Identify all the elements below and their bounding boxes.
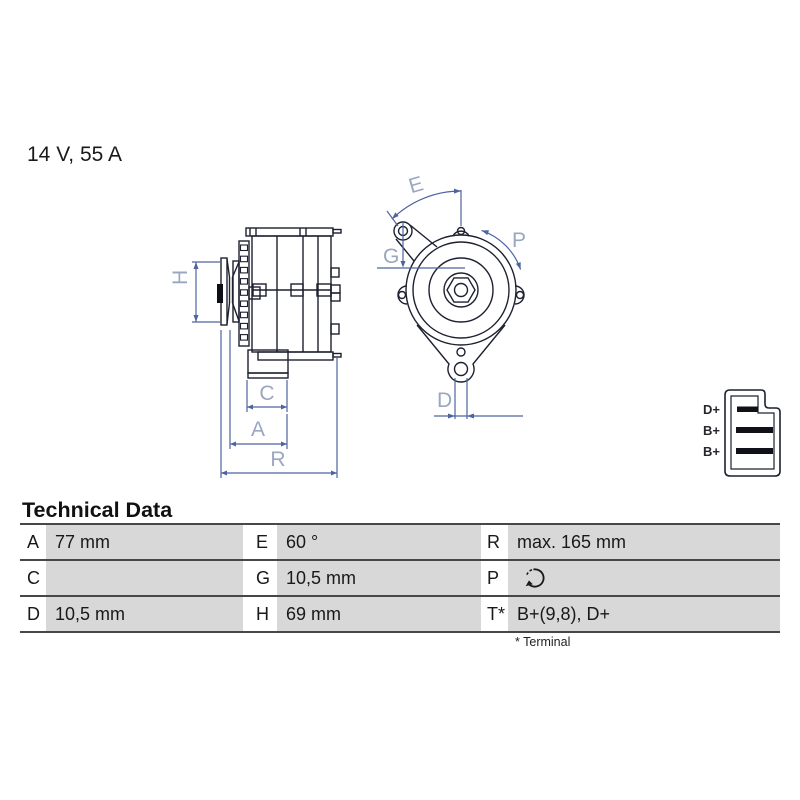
dim-label-d: D [437, 389, 453, 412]
table-row [20, 525, 780, 561]
dim-value-cell: 77 mm [46, 525, 243, 559]
dim-label-h: H [169, 269, 192, 285]
technical-data-table [20, 523, 780, 633]
terminal-footnote: * Terminal [515, 635, 571, 649]
dim-value-cell: max. 165 mm [508, 525, 780, 559]
dim-key-cell: G [243, 561, 277, 595]
voltage-current-rating: 14 V, 55 A [27, 143, 122, 166]
pin-label-dplus: D+ [703, 402, 720, 417]
dim-label-p: P [512, 229, 527, 252]
pin-label-bplus-2: B+ [703, 444, 720, 459]
dim-label-e: E [406, 172, 427, 199]
dim-key-cell: A [20, 525, 46, 559]
dim-label-c: C [259, 382, 275, 405]
dim-value-cell: 10,5 mm [46, 597, 243, 631]
dim-value-cell: 10,5 mm [277, 561, 481, 595]
table-row [20, 561, 780, 597]
shaft-nut [447, 278, 475, 302]
dim-value-cell [46, 561, 243, 595]
dim-key-cell: D [20, 597, 46, 631]
alternator-front-view [394, 222, 527, 382]
rotation-direction-icon [522, 565, 548, 591]
dim-label-g: G [383, 245, 400, 268]
pin-label-bplus-1: B+ [703, 423, 720, 438]
dim-key-cell: T* [481, 597, 508, 631]
alternator-side-view [217, 228, 341, 378]
dim-value-cell: 69 mm [277, 597, 481, 631]
dimension-arrowheads [194, 189, 521, 476]
bottom-bracket [417, 325, 505, 382]
dim-key-cell: P [481, 561, 508, 595]
dim-value-cell: B+(9,8), D+ [508, 597, 780, 631]
dim-value-cell [508, 561, 780, 595]
table-row [20, 597, 780, 633]
dimension-lines [192, 190, 523, 478]
dim-key-cell: E [243, 525, 277, 559]
dim-key-cell: H [243, 597, 277, 631]
mounting-foot [248, 350, 288, 373]
section-title: Technical Data [22, 498, 173, 522]
connector-pinout [703, 390, 780, 476]
dim-label-a: A [250, 418, 266, 441]
dim-value-cell: 60 ° [277, 525, 481, 559]
dim-label-r: R [270, 448, 286, 471]
dim-key-cell: R [481, 525, 508, 559]
dimension-labels [169, 172, 526, 471]
connector-terminals [736, 407, 773, 455]
dim-key-cell: C [20, 561, 46, 595]
shaft-end [217, 284, 223, 303]
